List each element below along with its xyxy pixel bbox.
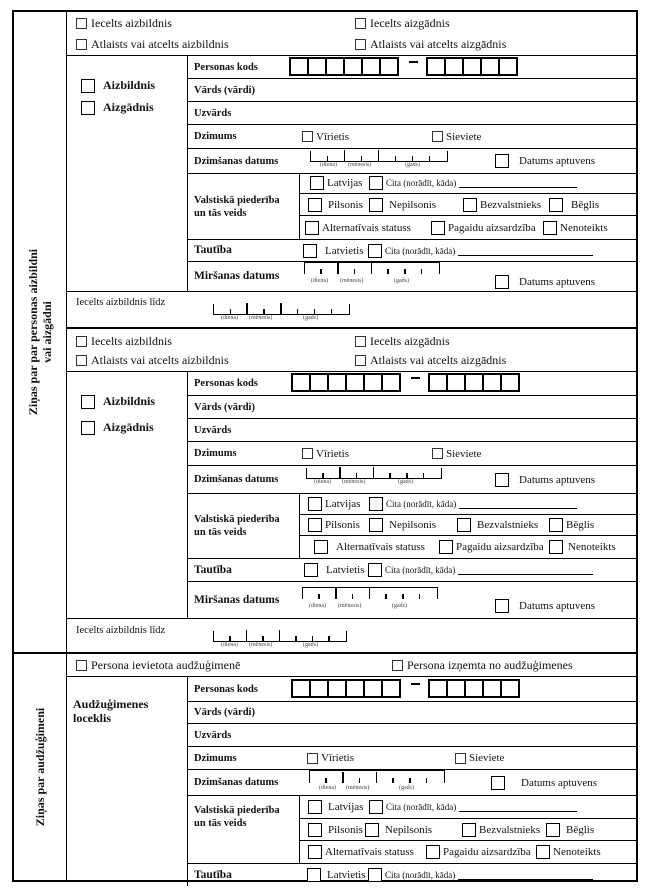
option-label: Sieviete <box>469 752 505 764</box>
option-label: Cita (norādīt, kāda) <box>386 801 457 812</box>
appointed-until-input[interactable] <box>213 304 350 322</box>
approximate-date-option[interactable] <box>491 776 597 790</box>
year-hint: (gads) <box>394 278 409 284</box>
option-label: Iecelts aizbildnis <box>91 16 172 30</box>
option-label: Cita (norādīt, kāda) <box>386 178 457 189</box>
option-label: Nenoteikts <box>560 221 608 234</box>
nationality-latvian-option[interactable] <box>303 244 364 258</box>
year-hint: (gads) <box>405 162 420 168</box>
checkbox[interactable] <box>495 154 509 168</box>
guardian-section <box>14 12 636 654</box>
appointed-guardian-option[interactable] <box>76 16 172 31</box>
status-undetermined-option[interactable] <box>536 845 601 859</box>
sex-male-option[interactable] <box>302 448 349 460</box>
checkbox[interactable] <box>81 79 95 93</box>
status-noncitizen-option[interactable] <box>369 518 436 532</box>
citizenship-label: un tās veids <box>194 818 247 829</box>
checkbox[interactable] <box>76 18 87 29</box>
option-label: Persona ievietota audžuģimenē <box>91 658 241 672</box>
checkbox[interactable] <box>432 131 443 142</box>
other-nationality-input[interactable] <box>458 565 593 575</box>
checkbox[interactable] <box>543 221 557 235</box>
checkbox[interactable] <box>307 753 318 764</box>
checkbox[interactable] <box>76 660 87 671</box>
checkbox[interactable] <box>81 395 95 409</box>
surname-label: Uzvārds <box>194 107 232 119</box>
checkbox[interactable] <box>463 198 477 212</box>
option-label: Nepilsonis <box>389 519 437 532</box>
option-label: Atlaists vai atcelts aizgādnis <box>370 37 507 51</box>
citizenship-label: un tās veids <box>194 207 247 219</box>
citizenship-label: Valstiskā piederība <box>194 194 280 206</box>
other-nationality-input[interactable] <box>458 246 593 256</box>
checkbox[interactable] <box>308 198 322 212</box>
status-noncitizen-option[interactable] <box>369 198 436 212</box>
dismissed-guardian-option[interactable] <box>76 353 229 368</box>
personal-code-label: Personas kods <box>194 61 258 73</box>
option-label: Datums aptuvens <box>519 473 596 486</box>
checkbox[interactable] <box>314 540 328 554</box>
checkbox[interactable] <box>308 845 322 859</box>
death-date-label: Miršanas datums <box>194 593 280 606</box>
checkbox[interactable] <box>392 660 403 671</box>
day-hint: (diena) <box>309 603 326 609</box>
sex-female-option[interactable] <box>432 131 481 143</box>
citizenship-label: Valstiskā piederība <box>194 805 280 816</box>
status-undetermined-option[interactable] <box>549 540 616 554</box>
checkbox[interactable] <box>81 421 95 435</box>
death-date-label: Miršanas datums <box>194 270 280 282</box>
checkbox[interactable] <box>549 540 563 554</box>
checkbox[interactable] <box>495 473 509 487</box>
year-hint: (gads) <box>399 785 414 791</box>
guardian-block-2 <box>67 327 636 655</box>
option-label: Pagaidu aizsardzība <box>456 541 544 554</box>
checkbox[interactable] <box>546 823 560 837</box>
year-hint: (gads) <box>303 315 318 321</box>
month-hint: (mēnesis) <box>338 603 362 609</box>
checkbox[interactable] <box>310 176 324 190</box>
option-label: Latvietis <box>327 869 366 881</box>
personal-code-label: Personas kods <box>194 683 258 695</box>
option-label: Bēglis <box>571 198 600 211</box>
citizenship-latvia-option[interactable] <box>308 800 363 814</box>
checkbox[interactable] <box>369 198 383 212</box>
guardian-section-title <box>26 249 54 415</box>
birth-date-input[interactable] <box>309 770 445 790</box>
status-undetermined-option[interactable] <box>543 221 608 235</box>
option-label: Vīrietis <box>316 447 349 460</box>
checkbox[interactable] <box>369 800 383 814</box>
status-stateless-option[interactable] <box>462 823 540 837</box>
checkbox[interactable] <box>76 355 87 366</box>
checkbox[interactable] <box>549 518 563 532</box>
checkbox[interactable] <box>307 868 321 882</box>
option-label: Alternatīvais statuss <box>325 846 414 859</box>
appointed-until-row <box>67 619 636 655</box>
title-line: vai aizgādni <box>40 301 54 363</box>
sex-label: Dzimums <box>194 131 237 142</box>
status-citizen-option[interactable] <box>308 823 363 837</box>
status-alternative-option[interactable] <box>314 540 425 554</box>
day-hint: (diena) <box>320 162 337 168</box>
month-hint: (mēnesis) <box>342 479 366 485</box>
checkbox[interactable] <box>365 823 379 837</box>
option-label: Iecelts aizgādnis <box>370 334 450 348</box>
status-alternative-option[interactable] <box>305 221 411 235</box>
foster-member-block <box>67 654 636 886</box>
option-label: Iecelts aizgādnis <box>370 16 450 30</box>
year-hint: (gads) <box>303 642 318 648</box>
checkbox[interactable] <box>439 540 453 554</box>
citizenship-label: un tās veids <box>194 527 247 538</box>
status-refugee-option[interactable] <box>549 518 594 532</box>
checkbox[interactable] <box>355 355 366 366</box>
checkbox[interactable] <box>369 518 383 532</box>
approximate-date-option[interactable] <box>495 473 595 487</box>
nationality-other-option[interactable] <box>368 868 593 882</box>
option-label: Cita (norādīt, kāda) <box>385 870 456 880</box>
appointed-until-label: Iecelts aizbildnis līdz <box>76 625 166 636</box>
checkbox[interactable] <box>302 131 313 142</box>
option-label: Datums aptuvens <box>519 155 596 167</box>
citizenship-other-option[interactable] <box>369 176 577 190</box>
option-label: Latvietis <box>326 564 365 576</box>
appointed-trustee-option[interactable] <box>355 334 450 349</box>
role-trustee[interactable] <box>81 420 154 435</box>
personal-code-input[interactable] <box>291 373 520 392</box>
checkbox[interactable] <box>81 101 95 115</box>
option-label: Pilsonis <box>328 823 363 836</box>
option-label: Cita (norādīt, kāda) <box>386 498 457 509</box>
checkbox[interactable] <box>495 599 509 613</box>
role-selector <box>67 56 188 291</box>
option-label: Pilsonis <box>325 519 360 532</box>
month-hint: (mēnesis) <box>340 278 364 284</box>
surname-label: Uzvārds <box>194 424 232 436</box>
option-label: Cita (norādīt, kāda) <box>385 245 456 256</box>
month-hint: (mēnesis) <box>346 785 370 791</box>
foster-family-section <box>14 654 636 880</box>
checkbox[interactable] <box>457 518 471 532</box>
month-hint: (mēnesis) <box>348 162 372 168</box>
sex-female-option[interactable] <box>432 448 481 460</box>
option-label: Latvijas <box>328 800 364 813</box>
checkbox[interactable] <box>369 176 383 190</box>
option-label: Bēglis <box>566 823 595 836</box>
foster-section-side <box>14 654 67 880</box>
checkbox[interactable] <box>308 518 322 532</box>
role-trustee[interactable] <box>81 100 154 115</box>
day-hint: (diena) <box>319 785 336 791</box>
checkbox[interactable] <box>76 336 87 347</box>
option-label: Bēglis <box>566 519 595 532</box>
status-noncitizen-option[interactable] <box>365 823 432 837</box>
role-guardian[interactable] <box>81 394 155 409</box>
nationality-latvian-option[interactable] <box>304 563 365 577</box>
checkbox[interactable] <box>308 497 322 511</box>
first-name-label: Vārds (vārdi) <box>194 84 255 96</box>
birth-date-label: Dzimšanas datums <box>194 474 279 485</box>
first-name-input[interactable] <box>299 396 636 418</box>
option-label: Sieviete <box>446 130 482 143</box>
month-hint: (mēnesis) <box>249 315 273 321</box>
first-name-input[interactable] <box>299 702 636 723</box>
status-alternative-option[interactable] <box>308 845 414 859</box>
checkbox[interactable] <box>455 753 466 764</box>
option-label: Nenoteikts <box>553 846 601 859</box>
role-selector <box>67 372 188 618</box>
year-hint: (gads) <box>398 479 413 485</box>
checkbox[interactable] <box>368 563 382 577</box>
appointed-guardian-option[interactable] <box>76 334 172 349</box>
surname-input[interactable] <box>299 419 636 441</box>
nationality-label: Tautība <box>194 244 232 256</box>
option-label: Cita (norādīt, kāda) <box>385 565 456 575</box>
option-label: Pilsonis <box>328 198 363 211</box>
placed-in-foster-option[interactable] <box>76 658 240 673</box>
death-date-input[interactable] <box>302 587 438 609</box>
appointed-until-input[interactable] <box>213 631 347 649</box>
citizenship-other-option[interactable] <box>369 800 577 814</box>
surname-input[interactable] <box>299 724 636 746</box>
guardian-block-1 <box>67 12 636 327</box>
status-stateless-option[interactable] <box>457 518 538 532</box>
checkbox[interactable] <box>305 221 319 235</box>
option-label: Alternatīvais statuss <box>336 541 425 554</box>
role-label: Aizbildnis <box>103 394 156 408</box>
year-hint: (gads) <box>392 603 407 609</box>
checkbox[interactable] <box>355 336 366 347</box>
surname-input[interactable] <box>299 102 636 124</box>
other-nationality-input[interactable] <box>458 870 593 880</box>
checkbox[interactable] <box>308 823 322 837</box>
option-label: Vīrietis <box>321 752 354 764</box>
nationality-other-option[interactable] <box>368 244 593 258</box>
option-label: Latvietis <box>325 244 364 257</box>
checkbox[interactable] <box>302 448 313 459</box>
option-label: Atlaists vai atcelts aizgādnis <box>370 353 507 367</box>
first-name-label: Vārds (vārdi) <box>194 401 255 413</box>
option-label: Latvijas <box>325 497 361 510</box>
option-label: Alternatīvais statuss <box>322 221 411 234</box>
option-label: Persona izņemta no audžuģimenes <box>407 658 573 672</box>
checkbox[interactable] <box>369 497 383 511</box>
day-hint: (diena) <box>221 642 238 648</box>
option-label: Atlaists vai atcelts aizbildnis <box>91 353 229 367</box>
other-citizenship-input[interactable] <box>459 499 577 509</box>
foster-member-label-cell <box>67 677 188 886</box>
guardianship-form <box>12 10 638 882</box>
option-label: Vīrietis <box>316 130 349 143</box>
checkbox[interactable] <box>308 800 322 814</box>
option-label: Latvijas <box>327 177 363 190</box>
nationality-label: Tautība <box>194 868 232 881</box>
role-label: Aizbildnis <box>103 78 156 92</box>
approximate-death-date-option[interactable] <box>495 275 595 289</box>
checkbox[interactable] <box>495 275 509 289</box>
appointed-until-row <box>67 292 636 327</box>
checkbox[interactable] <box>76 39 87 50</box>
citizenship-other-option[interactable] <box>369 497 577 511</box>
nationality-label: Tautība <box>194 563 232 576</box>
birth-date-label: Dzimšanas datums <box>194 777 279 788</box>
status-citizen-option[interactable] <box>308 518 360 532</box>
option-label: Datums aptuvens <box>519 600 596 613</box>
appointed-trustee-option[interactable] <box>355 16 450 31</box>
day-hint: (diena) <box>314 479 331 485</box>
option-label: Nenoteikts <box>568 541 616 554</box>
option-label: Bezvalstnieks <box>480 198 542 211</box>
status-refugee-option[interactable] <box>546 823 594 837</box>
personal-code-input[interactable] <box>289 57 518 76</box>
option-label: Nepilsonis <box>385 823 433 836</box>
dismissed-guardian-option[interactable] <box>76 37 229 52</box>
checkbox[interactable] <box>426 845 440 859</box>
sex-label: Dzimums <box>194 752 237 764</box>
option-label: Nepilsonis <box>389 198 437 211</box>
birth-date-label: Dzimšanas datums <box>194 155 279 167</box>
status-temporary-protection-option[interactable] <box>431 221 536 235</box>
personal-code-input[interactable] <box>291 679 520 698</box>
option-label: Sieviete <box>446 447 482 460</box>
option-label: Pagaidu aizsardzība <box>448 221 536 234</box>
checkbox[interactable] <box>303 244 317 258</box>
first-name-input[interactable] <box>299 79 636 101</box>
checkbox[interactable] <box>304 563 318 577</box>
sex-male-option[interactable] <box>302 131 349 143</box>
checkbox[interactable] <box>355 39 366 50</box>
other-citizenship-input[interactable] <box>459 178 577 188</box>
checkbox[interactable] <box>536 845 550 859</box>
citizenship-label: Valstiskā piederība <box>194 514 280 525</box>
nationality-latvian-option[interactable] <box>307 868 366 882</box>
birth-date-input[interactable] <box>306 468 442 486</box>
checkbox[interactable] <box>462 823 476 837</box>
dismissed-trustee-option[interactable] <box>355 37 506 52</box>
citizenship-latvia-option[interactable] <box>310 176 362 190</box>
sex-male-option[interactable] <box>307 752 354 764</box>
surname-label: Uzvārds <box>194 729 232 741</box>
removed-from-foster-option[interactable] <box>392 658 573 673</box>
approximate-date-option[interactable] <box>495 154 595 168</box>
status-refugee-option[interactable] <box>549 198 599 212</box>
option-label: Bezvalstnieks <box>479 823 541 836</box>
dismissed-trustee-option[interactable] <box>355 353 506 368</box>
guardian-section-side <box>14 12 67 652</box>
checkbox[interactable] <box>368 868 382 882</box>
personal-code-label: Personas kods <box>194 378 258 389</box>
option-label: Datums aptuvens <box>521 776 598 789</box>
status-stateless-option[interactable] <box>463 198 541 212</box>
checkbox[interactable] <box>368 244 382 258</box>
role-label: Aizgādnis <box>103 420 154 434</box>
title-line: Ziņas par par personas aizbildni <box>26 248 40 416</box>
role-label: Aizgādnis <box>103 100 154 114</box>
other-citizenship-input[interactable] <box>459 802 577 812</box>
first-name-label: Vārds (vārdi) <box>194 707 255 718</box>
checkbox[interactable] <box>432 448 443 459</box>
approximate-death-date-option[interactable] <box>495 599 595 613</box>
day-hint: (diena) <box>311 278 328 284</box>
sex-label: Dzimums <box>194 448 237 459</box>
citizenship-latvia-option[interactable] <box>308 497 360 511</box>
month-hint: (mēnesis) <box>249 642 273 648</box>
day-hint: (diena) <box>221 315 238 321</box>
checkbox[interactable] <box>431 221 445 235</box>
foster-member-label: Audžuģimenes loceklis <box>73 697 149 725</box>
option-label: Atlaists vai atcelts aizbildnis <box>91 37 229 51</box>
appointed-until-label: Iecelts aizbildnis līdz <box>76 297 166 308</box>
birth-date-input[interactable] <box>310 151 448 169</box>
checkbox[interactable] <box>549 198 563 212</box>
option-label: Iecelts aizbildnis <box>91 334 172 348</box>
checkbox[interactable] <box>491 776 505 790</box>
option-label: Datums aptuvens <box>519 276 596 289</box>
sex-female-option[interactable] <box>455 752 504 764</box>
status-citizen-option[interactable] <box>308 198 363 212</box>
checkbox[interactable] <box>355 18 366 29</box>
option-label: Pagaidu aizsardzība <box>443 846 531 859</box>
death-date-input[interactable] <box>304 262 440 284</box>
status-temporary-protection-option[interactable] <box>439 540 544 554</box>
nationality-other-option[interactable] <box>368 563 593 577</box>
status-temporary-protection-option[interactable] <box>426 845 531 859</box>
option-label: Bezvalstnieks <box>477 519 539 532</box>
role-guardian[interactable] <box>81 78 155 93</box>
foster-section-title: Ziņas par audžuģimeni <box>33 707 47 827</box>
